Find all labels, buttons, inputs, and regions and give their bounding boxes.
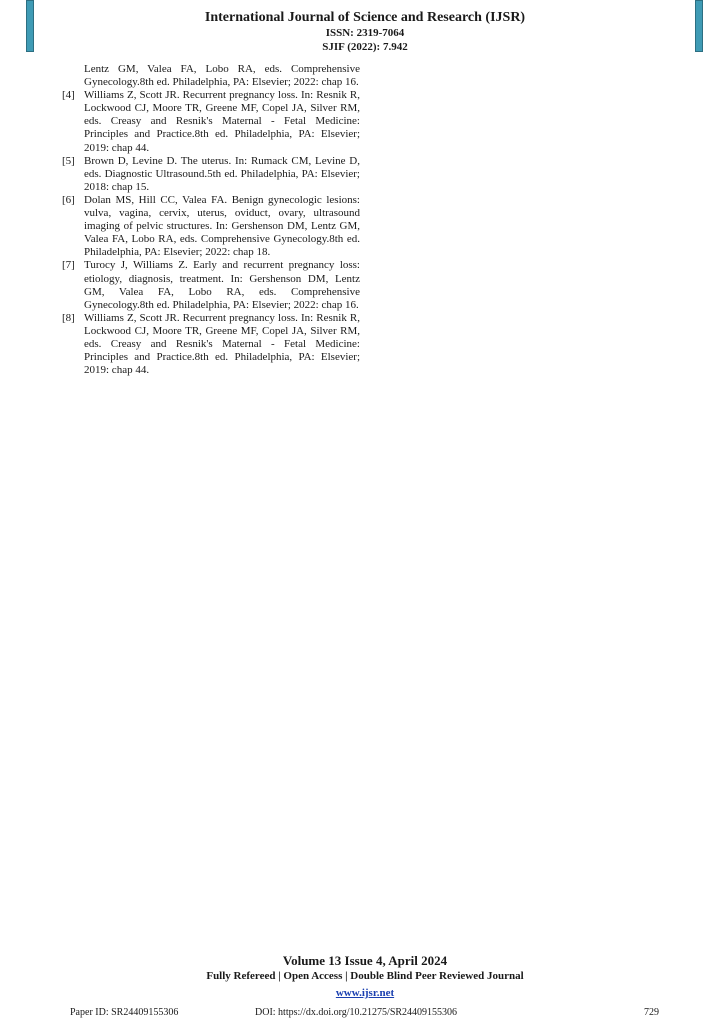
page-footer — [40, 953, 690, 1001]
reference-text: Turocy J, Williams Z. Early and recurrent pregnancy loss: etiology, diagnosis, treatment. In: Gershenson DM, Lentz GM, Valea FA, Lobo RA, eds. Comprehensive Gynecology.8th ed. Philadelphia, PA: Elsevier; 2022: chap 16. — [84, 259, 360, 311]
volume-issue: Volume 13 Issue 4, April 2024 — [282, 953, 448, 968]
reference-item — [62, 194, 360, 259]
doi-link[interactable]: DOI: https://dx.doi.org/10.21275/SR24409155306 — [255, 1007, 458, 1018]
sjif: SJIF (2022): 7.942 — [322, 41, 408, 53]
reference-item — [62, 312, 360, 377]
reference-item — [62, 259, 360, 311]
reference-continuation — [62, 63, 360, 89]
page-header — [40, 9, 690, 54]
page-number: 729 — [644, 1007, 659, 1018]
journal-tagline: Fully Refereed | Open Access | Double Blind Peer Reviewed Journal — [206, 970, 524, 982]
reference-text: Williams Z, Scott JR. Recurrent pregnancy loss. In: Resnik R, Lockwood CJ, Moore TR, Greene MF, Copel JA, Silver RM, eds. Creasy and Resnik's Maternal - Fetal Medicine: Principles and Practice.8th ed. Philadelphia, PA: Elsevier; 2019: chap 44. — [84, 89, 360, 154]
reference-number: [6] — [62, 193, 75, 206]
reference-number: [5] — [62, 154, 75, 167]
reference-number: [4] — [62, 89, 75, 102]
journal-title: International Journal of Science and Research (IJSR) — [204, 10, 526, 25]
reference-text: Lentz GM, Valea FA, Lobo RA, eds. Comprehensive Gynecology.8th ed. Philadelphia, PA: Elsevier; 2022: chap 16. — [84, 63, 360, 89]
issn: ISSN: 2319-7064 — [325, 27, 405, 39]
reference-text: Brown D, Levine D. The uterus. In: Rumack CM, Levine D, eds. Diagnostic Ultrasound.5th ed. Philadelphia, PA: Elsevier; 2018: chap 15. — [84, 154, 360, 193]
reference-text: Dolan MS, Hill CC, Valea FA. Benign gynecologic lesions: vulva, vagina, cervix, uterus, oviduct, ovary, ultrasound imaging of pelvic structures. In: Gershenson DM, Lentz GM, Valea FA, Lobo RA, eds. Comprehensive Gynecology.8th ed. Philadelphia, PA: Elsevier; 2022: chap 18. — [84, 193, 360, 259]
reference-number: [8] — [62, 311, 75, 324]
website-link[interactable]: www.ijsr.net — [335, 987, 395, 999]
reference-list — [62, 63, 360, 377]
header-left-accent-bar — [26, 0, 34, 52]
reference-number: [7] — [62, 259, 75, 272]
reference-item — [62, 155, 360, 194]
reference-text: Williams Z, Scott JR. Recurrent pregnancy loss. In: Resnik R, Lockwood CJ, Moore TR, Greene MF, Copel JA, Silver RM, eds. Creasy and Resnik's Maternal - Fetal Medicine: Principles and Practice.8th ed. Philadelphia, PA: Elsevier; 2019: chap 44. — [84, 311, 360, 377]
paper-id: Paper ID: SR24409155306 — [70, 1007, 179, 1018]
header-right-accent-bar — [695, 0, 703, 52]
reference-item — [62, 89, 360, 154]
